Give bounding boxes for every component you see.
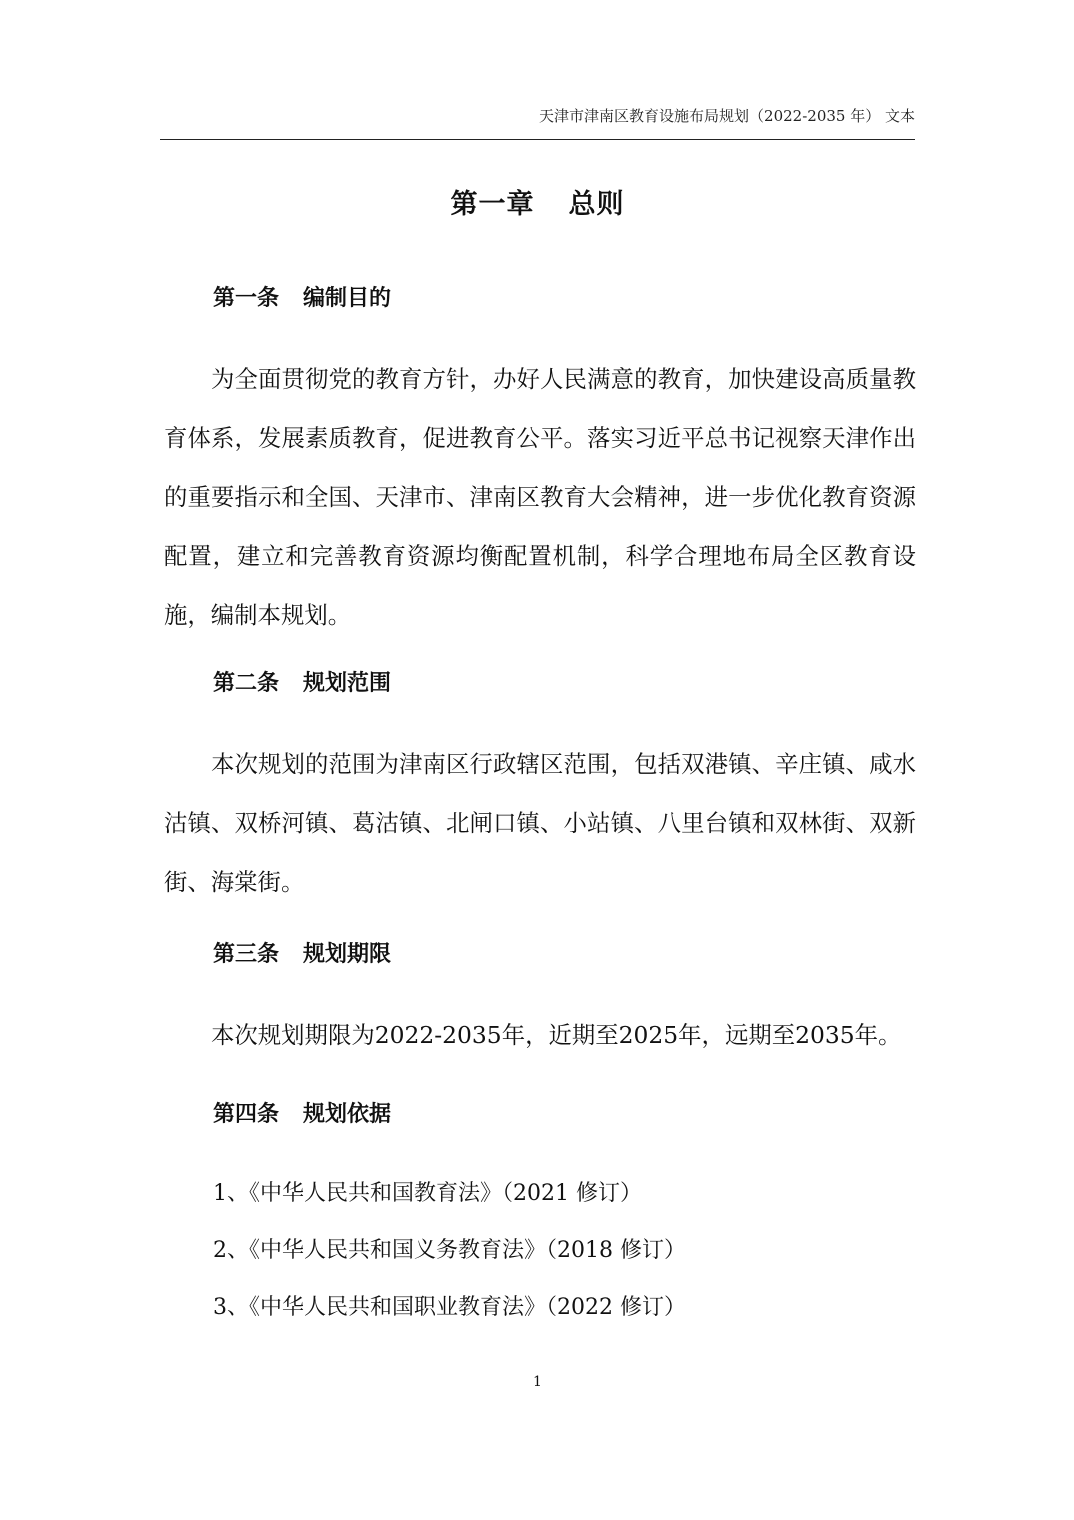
article-2-title: 规划范围 — [303, 671, 392, 696]
chapter-title — [160, 182, 915, 228]
article-4-heading — [213, 1095, 391, 1135]
article-3-body: 本次规划期限为2022-2035年，近期至2025年，远期至2035年。 — [211, 1021, 902, 1049]
article-3-title: 规划期限 — [303, 942, 392, 967]
running-header: 天津市津南区教育设施布局规划（2022-2035 年） 文本 — [539, 107, 915, 125]
article-2-heading — [213, 664, 391, 704]
article-4-number: 第四条 — [213, 1102, 280, 1127]
chapter-number: 第一章 — [450, 189, 535, 220]
article-4-title: 规划依据 — [303, 1102, 392, 1127]
chapter-name: 总则 — [568, 189, 625, 220]
article-1-number: 第一条 — [213, 286, 280, 311]
article-4-list-item: 3、《中华人民共和国职业教育法》（2022 修订） — [213, 1295, 686, 1320]
article-2-number: 第二条 — [213, 671, 280, 696]
article-2-body: 本次规划的范围为津南区行政辖区范围，包括双港镇、辛庄镇、咸水沽镇、双桥河镇、葛沽镇、北闸口镇、小站镇、八里台镇和双林街、双新街、海棠街。 — [164, 750, 916, 896]
article-1-title: 编制目的 — [303, 286, 392, 311]
article-3-heading — [213, 935, 391, 975]
article-1-heading — [213, 279, 391, 319]
article-3-number: 第三条 — [213, 942, 280, 967]
article-1-body: 为全面贯彻党的教育方针，办好人民满意的教育，加快建设高质量教育体系，发展素质教育，促进教育公平。落实习近平总书记视察天津作出的重要指示和全国、天津市、津南区教育大会精神，进一步优化教育资源配置，建立和完善教育资源均衡配置机制，科学合理地布局全区教育设施，编制本规划。 — [164, 365, 916, 629]
article-4-list-item: 1、《中华人民共和国教育法》（2021 修订） — [213, 1181, 642, 1206]
page-number: 1 — [533, 1374, 542, 1390]
header-rule — [160, 139, 915, 140]
article-4-list-item: 2、《中华人民共和国义务教育法》（2018 修订） — [213, 1238, 686, 1263]
